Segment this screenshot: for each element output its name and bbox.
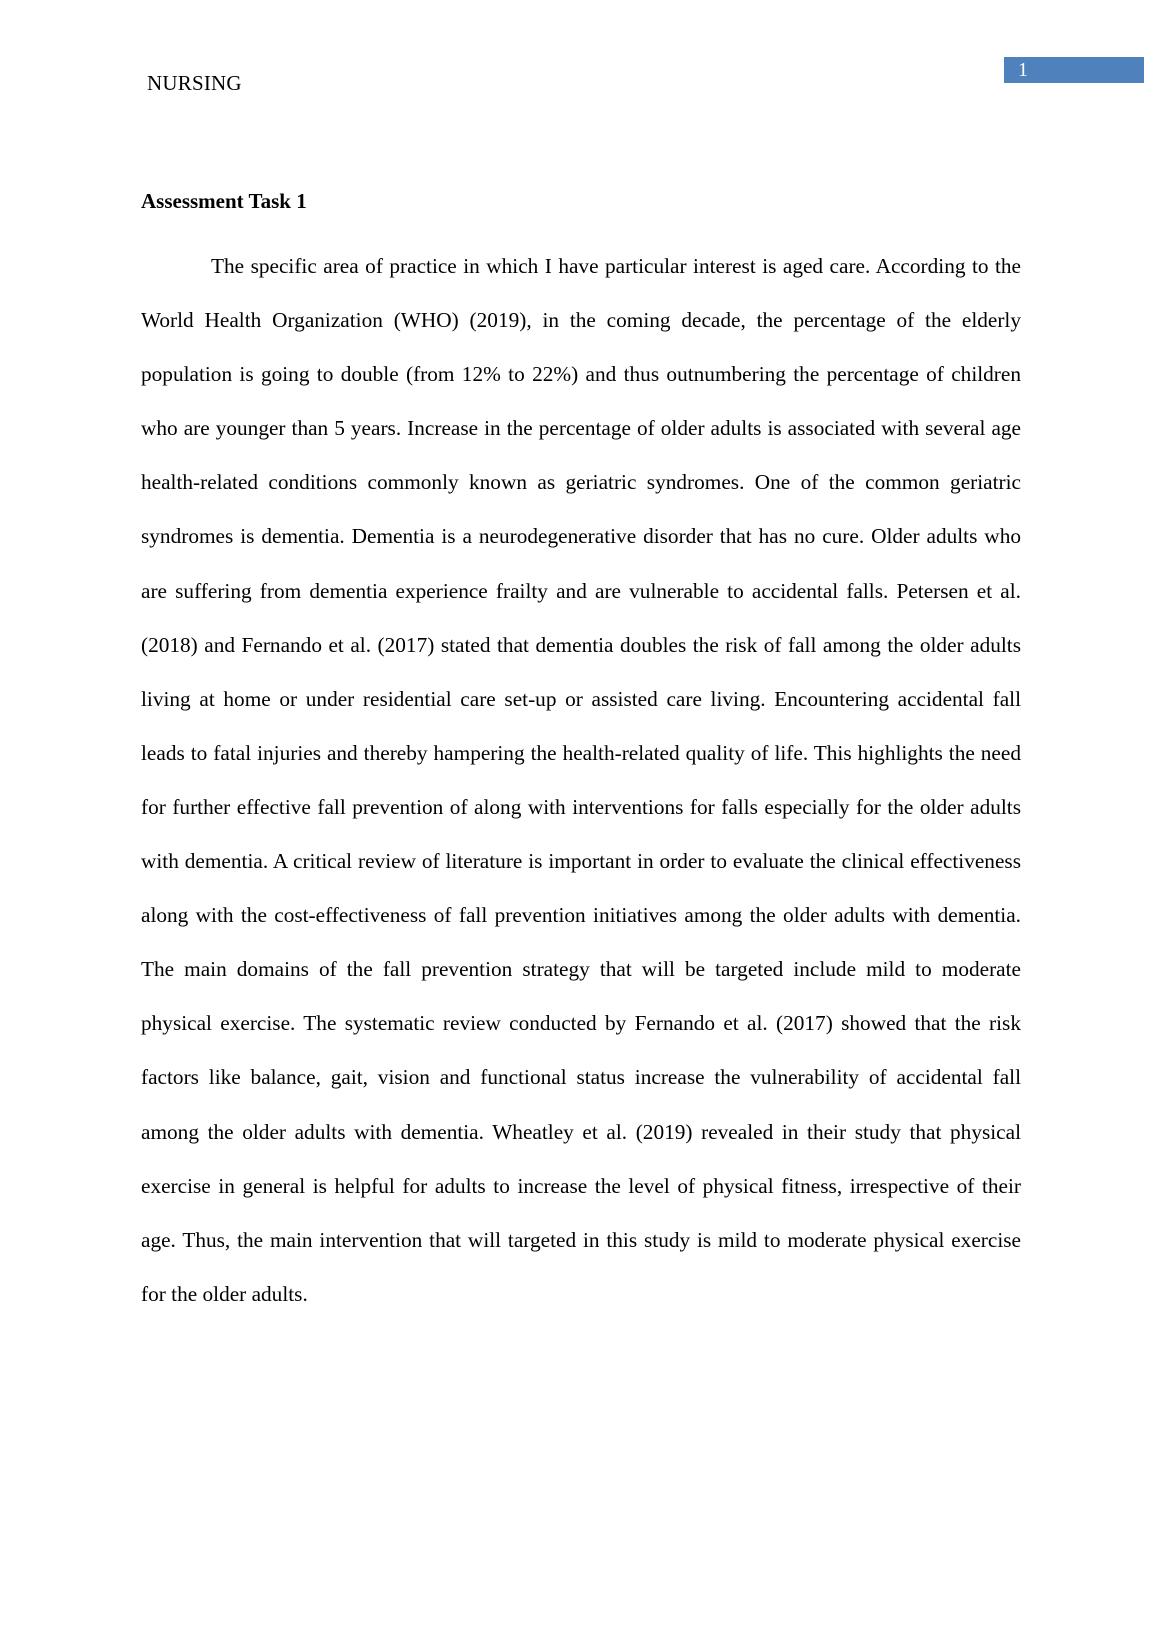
page-number: 1	[1004, 57, 1144, 83]
document-body	[141, 186, 1021, 1321]
running-head: NURSING	[147, 71, 242, 95]
section-heading: Assessment Task 1	[141, 189, 307, 213]
body-paragraph: The specific area of practice in which I have particular interest is aged care. According to the World Health Organization (WHO) (2019), in the coming decade, the percentage of the elderly population is going to double (from 12% to 22%) and thus outnumbering the percentage of children who are younger than 5 years. Increase in the percentage of older adults is associated with several age health-related conditions commonly known as geriatric syndromes. One of the common geriatric syndromes is dementia. Dementia is a neurodegenerative disorder that has no cure. Older adults who are suffering from dementia experience frailty and are vulnerable to accidental falls. Petersen et al. (2018) and Fernando et al. (2017) stated that dementia doubles the risk of fall among the older adults living at home or under residential care set-up or assisted care living. Encountering accidental fall leads to fatal injuries and thereby hampering the health-related quality of life. This highlights the need for further effective fall prevention of along with interventions for falls especially for the older adults with dementia. A critical review of literature is important in order to evaluate the clinical effectiveness along with the cost-effectiveness of fall prevention initiatives among the older adults with dementia. The main domains of the fall prevention strategy that will be targeted include mild to moderate physical exercise. The systematic review conducted by Fernando et al. (2017) showed that the risk factors like balance, gait, vision and functional status increase the vulnerability of accidental fall among the older adults with dementia. Wheatley et al. (2019) revealed in their study that physical exercise in general is helpful for adults to increase the level of physical fitness, irrespective of their age. Thus, the main intervention that will targeted in this study is mild to moderate physical exercise for the older adults.	[141, 254, 1021, 1306]
